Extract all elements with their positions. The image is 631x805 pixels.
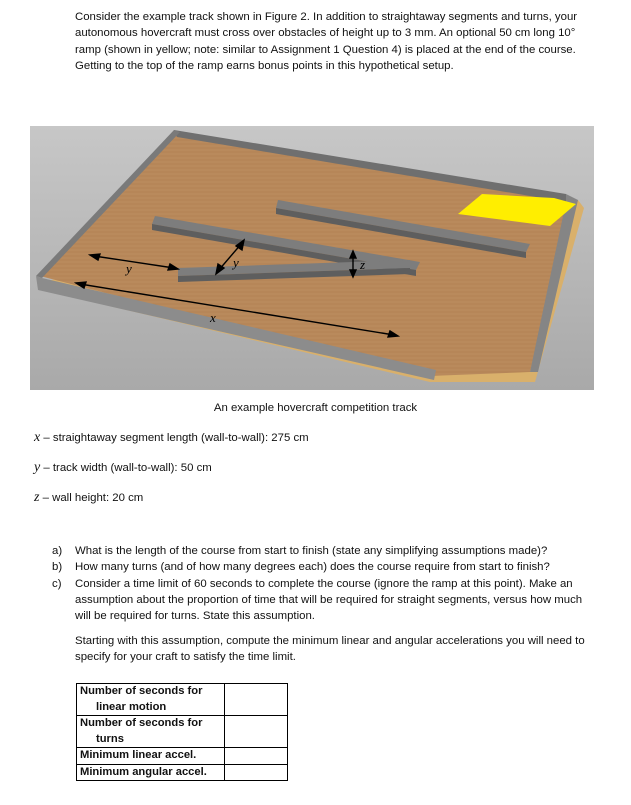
answer-cell[interactable] [225, 748, 288, 765]
table-row [77, 684, 288, 716]
symbol-y: y [34, 460, 41, 475]
label-y-left: y [126, 261, 132, 276]
definition-x [34, 430, 309, 446]
answer-cell[interactable] [225, 764, 288, 781]
symbol-z: z [34, 490, 40, 505]
question-list [52, 543, 597, 624]
definition-text: – track width (wall-to-wall): 50 cm [40, 462, 212, 474]
question-text: Consider a time limit of 60 seconds to complete the course (ignore the ramp at this point). Make an assumption about the proportion of time that will be required for straight segments, versus how much will be required for turns. State this assumption. [75, 577, 583, 623]
definition-z [34, 490, 143, 506]
row-label: Number of seconds for turns [77, 716, 225, 748]
question-text: How many turns (and of how many degrees each) does the course require from start to finish? [75, 561, 550, 574]
answer-cell[interactable] [225, 716, 288, 748]
row-label: Minimum linear accel. [77, 748, 225, 765]
question-marker: b) [52, 561, 63, 574]
definition-text: – straightaway segment length (wall-to-wall): 275 cm [40, 432, 309, 444]
table-row [77, 764, 288, 781]
question-marker: a) [52, 545, 63, 557]
track-figure [30, 126, 594, 390]
table-row [77, 748, 288, 765]
symbol-x: x [34, 430, 41, 445]
question-c-followup: Starting with this assumption, compute the minimum linear and angular accelerations you will need to specify for your craft to satisfy the time limit. [75, 635, 585, 664]
question-marker: c) [52, 577, 62, 590]
row-label: Number of seconds for linear motion [77, 684, 225, 716]
definition-text: – wall height: 20 cm [39, 492, 144, 504]
figure-caption: An example hovercraft competition track [213, 402, 418, 414]
intro-paragraph: Consider the example track shown in Figure 2. In addition to straightaway segments and turns, your autonomous hovercraft must cross over obstacles of height up to 3 mm. An optional 50 cm long 10° ramp (shown in yellow; note: similar to Assignment 1 Question 4) is placed at the end of the course. Getting to the top of the ramp earns bonus points in this hypothetical setup. [75, 11, 578, 72]
question-b [52, 559, 597, 575]
question-c [52, 576, 597, 625]
table-row [77, 716, 288, 748]
label-y-diag: y [233, 255, 239, 270]
label-x: x [210, 310, 216, 325]
row-label: Minimum angular accel. [77, 764, 225, 781]
answer-table [76, 683, 288, 781]
question-a [52, 543, 597, 559]
question-text: What is the length of the course from start to finish (state any simplifying assumptions made)? [75, 545, 548, 557]
definition-y [34, 460, 212, 476]
answer-cell[interactable] [225, 684, 288, 716]
label-z: z [360, 257, 366, 272]
